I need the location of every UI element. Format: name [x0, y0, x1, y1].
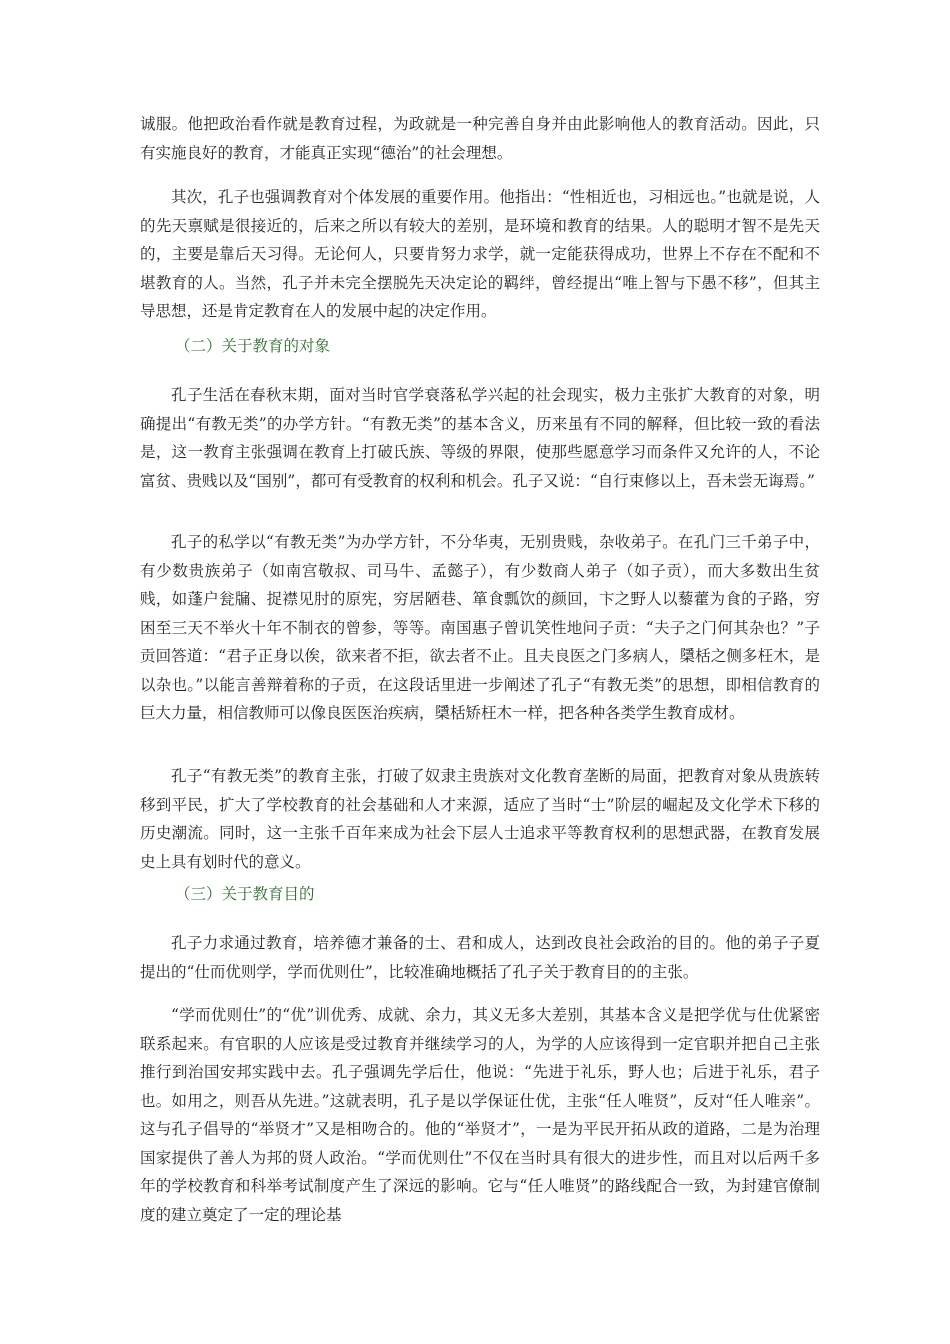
section-heading-education-object: （二）关于教育的对象 [175, 337, 331, 355]
paragraph-education-goal: 孔子力求通过教育，培养德才兼备的士、君和成人，达到改良社会政治的目的。他的弟子子夏提出的“仕而优则学，学而优则仕”，比较准确地概括了孔子关于教育目的的主张。 [140, 934, 820, 981]
paragraph-learn-and-serve: “学而优则仕”的“优”训优秀、成就、余力，其义无多大差别，其基本含义是把学优与仕优紧密联系起来。有官职的人应该是受过教育并继续学习的人，为学的人应该得到一定官职并把自己主张推行到治国安邦实践中去。孔子强调先学后仕，他说：“先进于礼乐，野人也；后进于礼乐，君子也。如用之，则吾从先进。”这就表明，孔子是以学保证仕优，主张“任人唯贤”，反对“任人唯亲”。这与孔子倡导的“举贤才”又是相吻合的。他的“举贤才”，一是为平民开拓从政的道路，二是为治理国家提供了善人为邦的贤人政治。“学而优则仕”不仅在当时具有很大的进步性，而且对以后两千多年的学校教育和科举考试制度产生了深远的影响。它与“任人唯贤”的路线配合一致，为封建官僚制度的建立奠定了一定的理论基 [140, 1006, 820, 1224]
section-heading-education-purpose: （三）关于教育目的 [175, 885, 315, 903]
paragraph-continuation: 诚服。他把政治看作就是教育过程，为政就是一种完善自身并由此影响他人的教育活动。因此，只有实施良好的教育，才能真正实现“德治”的社会理想。 [140, 115, 820, 162]
paragraph-education-significance: 孔子“有教无类”的教育主张，打破了奴隶主贵族对文化教育垄断的局面，把教育对象从贵族转移到平民，扩大了学校教育的社会基础和人才来源，适应了当时“士”阶层的崛起及文化学术下移的历史潮流。同时，这一主张千百年来成为社会下层人士追求平等教育权利的思想武器，在教育发展史上具有划时代的意义。 [140, 767, 820, 871]
paragraph-private-school: 孔子的私学以“有教无类”为办学方针，不分华夷，无别贵贱，杂收弟子。在孔门三千弟子中，有少数贵族弟子（如南宫敬叔、司马牛、孟懿子），有少数商人弟子（如子贡），而大多数出生贫贱，如蓬户瓮牖、捉襟见肘的原宪，穷居陋巷、箪食瓢饮的颜回，卞之野人以藜藿为食的子路，穷困至三天不举火十年不制衣的曾参，等等。南国惠子曾讥笑性地问子贡：“夫子之门何其杂也？”子贡回答道：“君子正身以俟，欲来者不拒，欲去者不止。且夫良医之门多病人，檃栝之侧多枉木，是以杂也。”以能言善辩着称的子贡，在这段话里进一步阐述了孔子“有教无类”的思想，即相信教育的巨大力量，相信教师可以像良医医治疾病，檃栝矫枉木一样，把各种各类学生教育成材。 [140, 533, 820, 722]
paragraph-individual-development: 其次，孔子也强调教育对个体发展的重要作用。他指出：“性相近也，习相远也。”也就是说，人的先天禀赋是很接近的，后来之所以有较大的差别，是环境和教育的结果。人的聪明才智不是先天的，主要是靠后天习得。无论何人，只要肯努力求学，就一定能获得成功，世界上不存在不配和不堪教育的人。当然，孔子并未完全摆脱先天决定论的羁绊，曾经提出“唯上智与下愚不移”，但其主导思想，还是肯定教育在人的发展中起的决定作用。 [140, 188, 820, 320]
paragraph-spring-autumn: 孔子生活在春秋末期，面对当时官学衰落私学兴起的社会现实，极力主张扩大教育的对象，明确提出“有教无类”的办学方针。“有教无类”的基本含义，历来虽有不同的解释，但比较一致的看法是，这一教育主张强调在教育上打破氏族、等级的界限，使那些愿意学习而条件又允许的人，不论富贫、贵贱以及“国别”，都可有受教育的权利和机会。孔子又说：“自行束修以上，吾未尝无诲焉。” [140, 386, 820, 490]
